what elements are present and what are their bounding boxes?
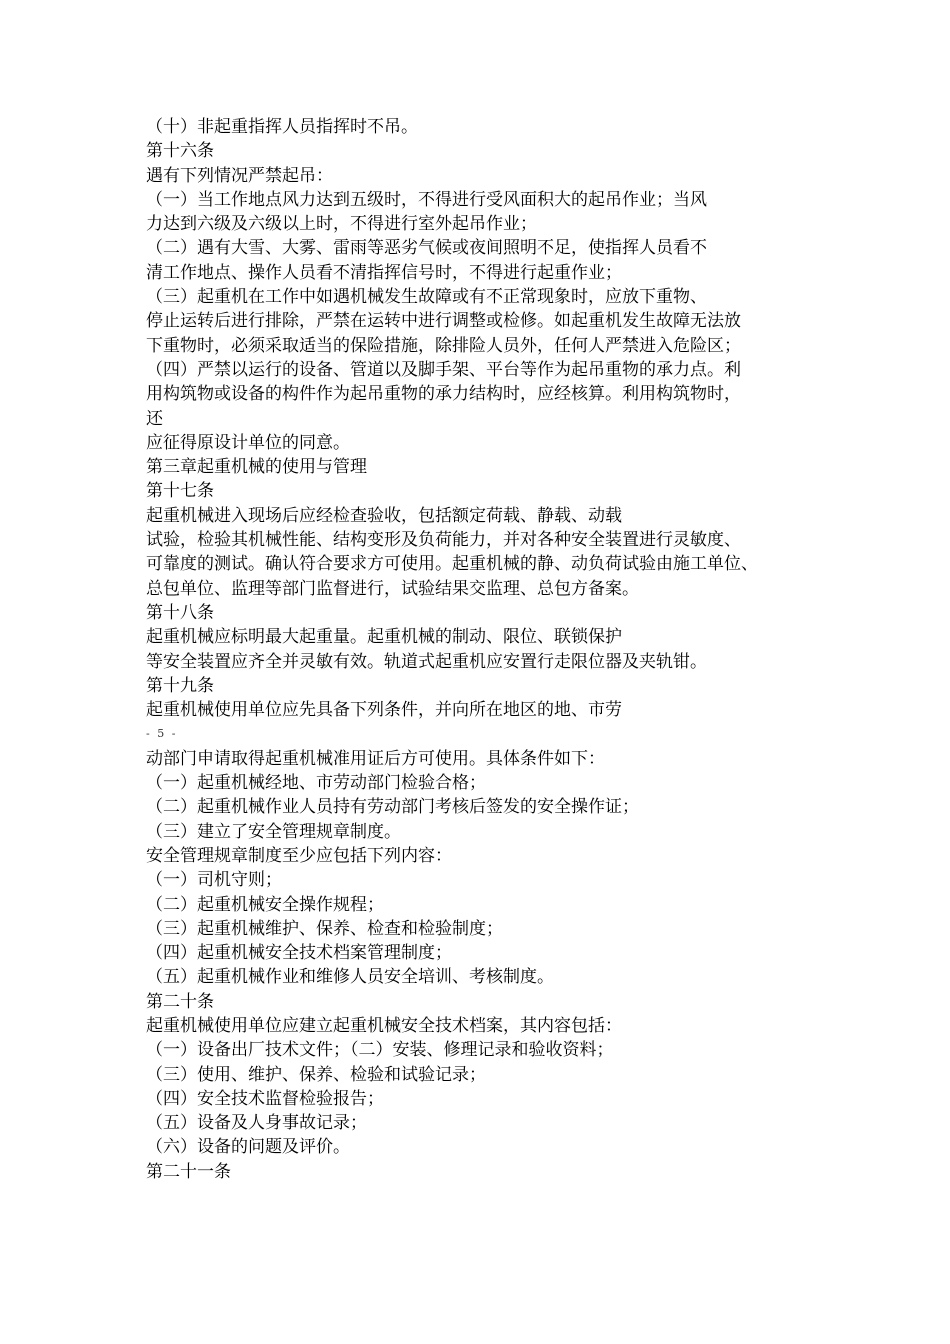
text-line: （二）遇有大雪、大雾、雷雨等恶劣气候或夜间照明不足，使指挥人员看不 bbox=[146, 238, 707, 259]
text-line: （四）起重机械安全技术档案管理制度； bbox=[146, 943, 452, 964]
text-line: （四）严禁以运行的设备、管道以及脚手架、平台等作为起吊重物的承力点。利 bbox=[146, 359, 741, 380]
text-line: （五）设备及人身事故记录； bbox=[146, 1113, 367, 1134]
text-line: 遇有下列情况严禁起吊： bbox=[146, 165, 333, 186]
text-line: 用构筑物或设备的构件作为起吊重物的承力结构时，应经核算。利用构筑物时， bbox=[146, 384, 741, 405]
document-body bbox=[146, 115, 826, 1184]
text-line: （一）司机守则； bbox=[146, 870, 282, 891]
article-heading: 第十七条 bbox=[146, 481, 214, 502]
text-line: 清工作地点、操作人员看不清指挥信号时，不得进行起重作业； bbox=[146, 262, 622, 283]
text-line: 起重机械进入现场后应经检查验收，包括额定荷载、静载、动载 bbox=[146, 505, 622, 526]
text-line: 起重机械应标明最大起重量。起重机械的制动、限位、联锁保护 bbox=[146, 627, 622, 648]
text-line: 停止运转后进行排除，严禁在运转中进行调整或检修。如起重机发生故障无法放 bbox=[146, 311, 741, 332]
text-line: （六）设备的问题及评价。 bbox=[146, 1137, 350, 1158]
chapter-heading: 第三章起重机械的使用与管理 bbox=[146, 457, 367, 478]
text-line: 起重机械使用单位应先具备下列条件，并向所在地区的地、市劳 bbox=[146, 700, 622, 721]
text-line: 等安全装置应齐全并灵敏有效。轨道式起重机应安置行走限位器及夹轨钳。 bbox=[146, 651, 707, 672]
text-line: 动部门申请取得起重机械准用证后方可使用。具体条件如下： bbox=[146, 748, 605, 769]
text-line: （一）设备出厂技术文件；（二）安装、修理记录和验收资料； bbox=[146, 1040, 614, 1061]
text-line: 安全管理规章制度至少应包括下列内容： bbox=[146, 845, 452, 866]
text-line: （三）起重机在工作中如遇机械发生故障或有不正常现象时，应放下重物、 bbox=[146, 287, 707, 308]
text-line: 可靠度的测试。确认符合要求方可使用。起重机械的静、动负荷试验由施工单位、 bbox=[146, 554, 758, 575]
text-line: 下重物时，必须采取适当的保险措施，除排险人员外，任何人严禁进入危险区； bbox=[146, 335, 741, 356]
text-line: （一）起重机械经地、市劳动部门检验合格； bbox=[146, 773, 486, 794]
text-line: （四）安全技术监督检验报告； bbox=[146, 1088, 384, 1109]
article-heading: 第二十条 bbox=[146, 991, 214, 1012]
page-number: - 5 - bbox=[146, 727, 178, 741]
text-line: （三）建立了安全管理规章制度。 bbox=[146, 821, 401, 842]
text-line: 起重机械使用单位应建立起重机械安全技术档案，其内容包括： bbox=[146, 1015, 622, 1036]
text-line: （一）当工作地点风力达到五级时，不得进行受风面积大的起吊作业；当风 bbox=[146, 189, 707, 210]
article-heading: 第十八条 bbox=[146, 602, 214, 623]
text-line: 还 bbox=[146, 408, 163, 429]
text-line: 总包单位、监理等部门监督进行，试验结果交监理、总包方备案。 bbox=[146, 578, 639, 599]
text-line: （三）起重机械维护、保养、检查和检验制度； bbox=[146, 918, 503, 939]
text-line: （十）非起重指挥人员指挥时不吊。 bbox=[146, 117, 418, 137]
text-line: （二）起重机械安全操作规程； bbox=[146, 894, 384, 915]
text-line: 应征得原设计单位的同意。 bbox=[146, 432, 350, 453]
text-line: 试验，检验其机械性能、结构变形及负荷能力，并对各种安全装置进行灵敏度、 bbox=[146, 530, 741, 551]
article-heading: 第二十一条 bbox=[146, 1161, 231, 1182]
article-heading: 第十九条 bbox=[146, 675, 214, 696]
article-heading: 第十六条 bbox=[146, 141, 214, 162]
text-line: （二）起重机械作业人员持有劳动部门考核后签发的安全操作证； bbox=[146, 797, 639, 818]
text-line: （五）起重机械作业和维修人员安全培训、考核制度。 bbox=[146, 967, 554, 988]
text-line: 力达到六级及六级以上时，不得进行室外起吊作业； bbox=[146, 214, 537, 235]
text-line: （三）使用、维护、保养、检验和试验记录； bbox=[146, 1064, 486, 1085]
